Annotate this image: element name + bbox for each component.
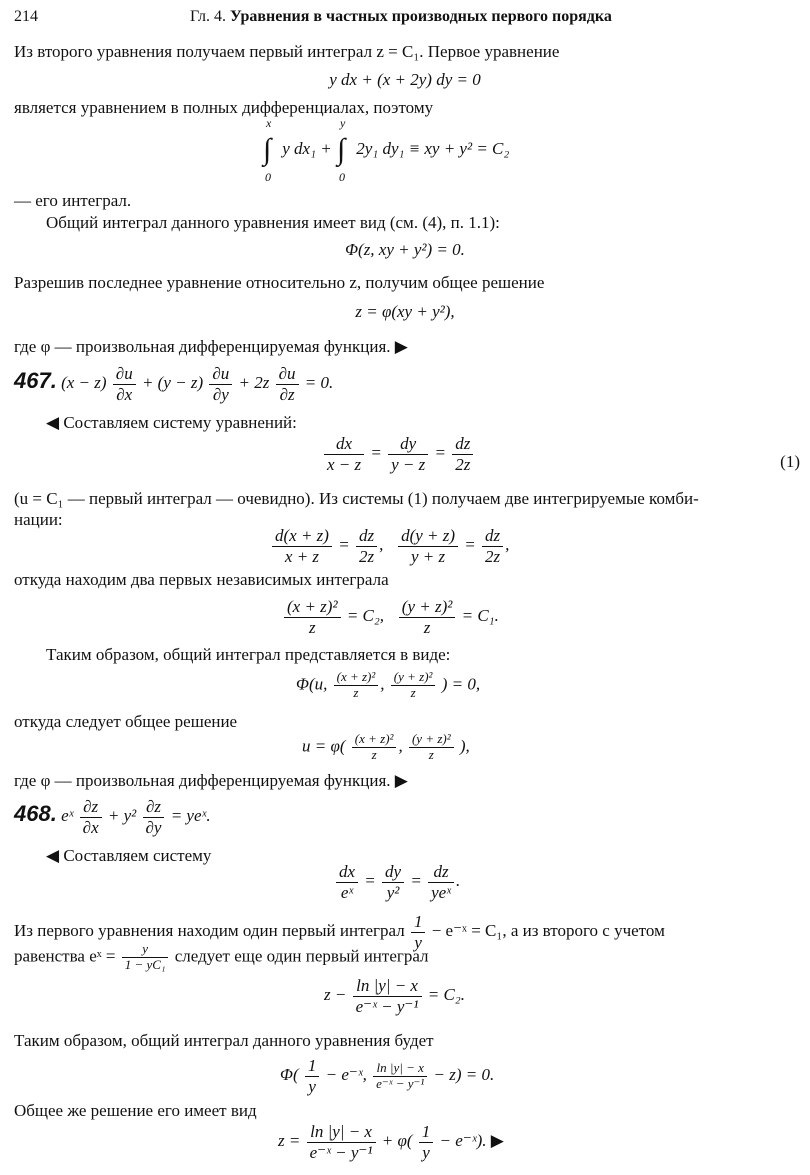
- equation-combinations: $\frac{d(x + z)}{x + z}$ = $\frac{dz}{2z}$ , $\frac{d(y + z)}{y + z}$ = $\frac{dz}{2z}$ ,: [270, 526, 509, 566]
- text-line: откуда находим два первых независимых интеграла: [14, 570, 389, 589]
- equation-general-integral-468: Φ( $\frac{1}{y}$ − e⁻ˣ, $\frac{\ln |y| - x}{\text{e⁻ˣ − y⁻¹}}$ − z) = 0.: [280, 1056, 495, 1096]
- text-line: — его интеграл.: [14, 191, 132, 210]
- problem-number: 467.: [14, 367, 57, 393]
- text-line: Общий интеграл данного уравнения имеет вид (см. (4), п. 1.1):: [46, 213, 500, 232]
- text-line: Общее же решение его имеет вид: [14, 1101, 257, 1120]
- equation-system-468: $\frac{dx}{\text{eˣ}}$ = $\frac{dy}{\text{y²}}$ = $\frac{dz}{\text{yeˣ}}$ .: [334, 862, 460, 902]
- text-line: откуда следует общее решение: [14, 712, 238, 731]
- text-line: равенства eˣ = $\frac{y}{\text{1 − yC₁}}$ следует еще один первый интеграл: [14, 941, 429, 972]
- text-line: нации:: [14, 510, 63, 529]
- equation-number: (1): [780, 452, 800, 471]
- text-line: Таким образом, общий интеграл данного уравнения будет: [14, 1031, 434, 1050]
- text-line: Из второго уравнения получаем первый интеграл z = C₁. Первое уравнение: [14, 42, 560, 61]
- chapter-label: Гл. 4.: [190, 8, 227, 25]
- equation-second-integral: z − $\frac{\ln |y| - x}{\text{e⁻ˣ − y⁻¹}}$ = C₂.: [324, 976, 465, 1016]
- equation-general-integral-467: Φ(u, $\frac{\text{(x + z)²}}{z}$ , $\frac{\text{(y + z)²}}{z}$ ) = 0,: [296, 669, 481, 700]
- text-line: Таким образом, общий интеграл представляется в виде:: [46, 645, 451, 664]
- problem-467: 467. (x − z) $\frac{\partial u}{\partial x}$ + (y − z) $\frac{\partial u}{\partial y}$ + 2z $\frac{\partial u}{\partial z}$ = 0.: [14, 364, 334, 404]
- chapter-title: Уравнения в частных производных первого порядка: [230, 8, 612, 25]
- text-line: является уравнением в полных дифференциалах, поэтому: [14, 98, 434, 117]
- problem-468: 468. eˣ $\frac{\partial z}{\partial x}$ + y² $\frac{\partial z}{\partial y}$ = yeˣ.: [14, 797, 211, 837]
- equation-system-1: $\frac{dx}{x - z}$ = $\frac{dy}{y - z}$ = $\frac{dz}{2z}$: [322, 434, 475, 474]
- text-line: ◀ Составляем систему уравнений:: [46, 413, 297, 432]
- page-header: [14, 7, 794, 29]
- problem-number: 468.: [14, 800, 57, 826]
- equation-general-solution-468: z = $\frac{\ln |y| - x}{\text{e⁻ˣ − y⁻¹}}$ + φ( $\frac{1}{y}$ − e⁻ˣ). ▶: [278, 1122, 504, 1162]
- equation-integral: ∫ x 0 y dx₁ + ∫ y 0 2y₁ dy₁ ≡ xy + y² = C₂: [263, 116, 510, 184]
- running-title: [190, 7, 612, 26]
- equation-general-solution: z = φ(xy + y²),: [355, 302, 455, 321]
- text-line: (u = C₁ — первый интеграл — очевидно). Из системы (1) получаем две интегрируемые комби-: [14, 489, 699, 508]
- text-line: где φ — произвольная дифференцируемая функция. ▶: [14, 337, 408, 356]
- text-line: где φ — произвольная дифференцируемая функция. ▶: [14, 771, 408, 790]
- integral-sign: ∫ y 0: [336, 116, 346, 184]
- equation-first-integrals: $\frac{\text{(x + z)²}}{z}$ = C₂, $\frac{\text{(y + z)²}}{z}$ = C₁.: [282, 597, 499, 637]
- text-line: ◀ Составляем систему: [46, 846, 212, 865]
- text-line: Разрешив последнее уравнение относительно z, получим общее решение: [14, 273, 545, 292]
- equation-total-differential: y dx + (x + 2y) dy = 0: [329, 70, 481, 89]
- integral-sign: ∫ x 0: [263, 116, 272, 184]
- text-line: Из первого уравнения находим один первый интеграл $\frac{1}{y}$ − e⁻ˣ = C₁, а из второго с учетом: [14, 912, 665, 952]
- equation-general-solution-467: u = φ( $\frac{\text{(x + z)²}}{z}$ , $\frac{\text{(y + z)²}}{z}$ ),: [302, 731, 470, 762]
- page-number: 214: [14, 8, 38, 25]
- equation-general-integral: Φ(z, xy + y²) = 0.: [345, 240, 465, 259]
